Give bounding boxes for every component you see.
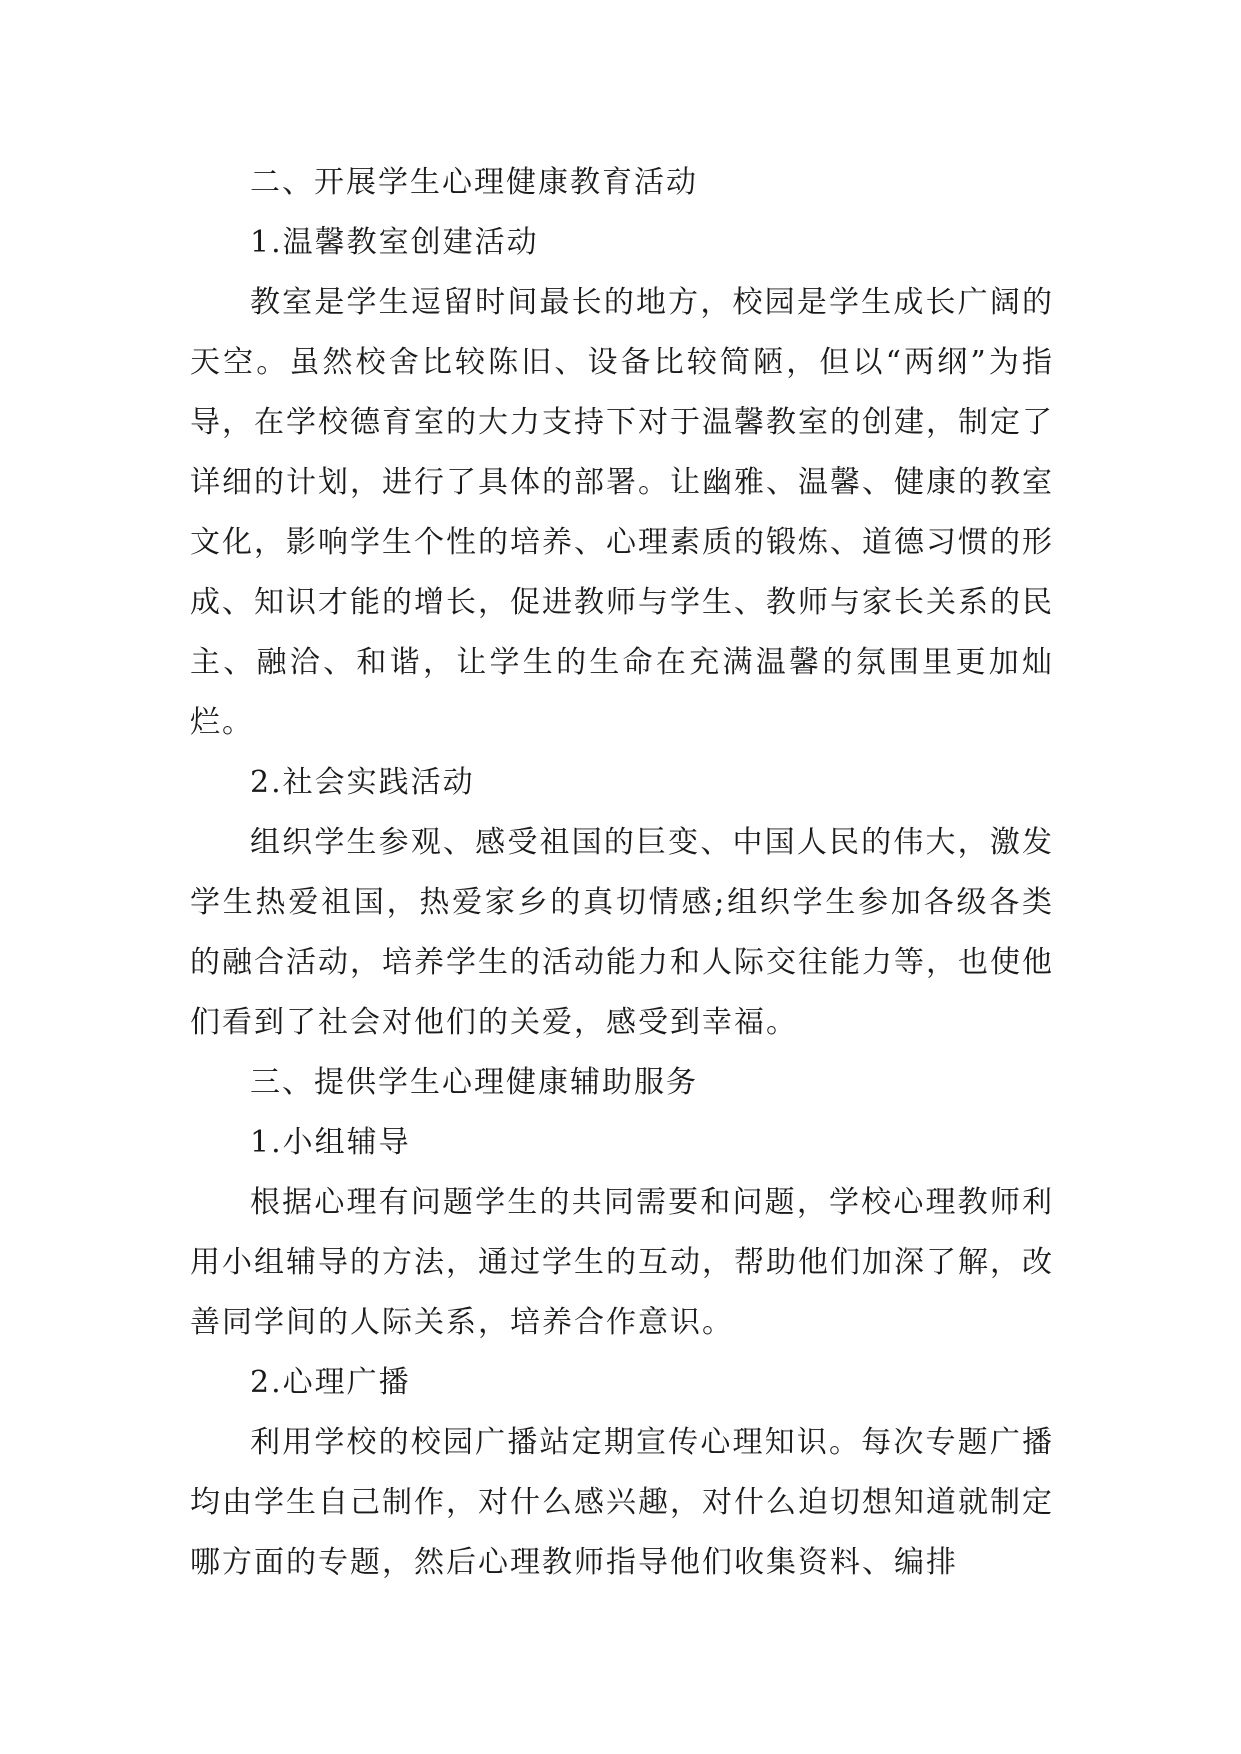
subheading-psych-broadcast: 2.心理广播 [250, 1365, 411, 1400]
paragraph-group-counseling: 根据心理有问题学生的共同需要和问题，学校心理教师利用小组辅导的方法，通过学生的互动，帮助他们加深了解，改善同学间的人际关系，培养合作意识。 [190, 1185, 1054, 1340]
subheading-social-practice: 2.社会实践活动 [250, 765, 475, 800]
paragraph-social-practice: 组织学生参观、感受祖国的巨变、中国人民的伟大，激发学生热爱祖国，热爱家乡的真切情感;组织学生参加各级各类的融合活动，培养学生的活动能力和人际交往能力等，也使他们看到了社会对他们的关爱，感受到幸福。 [190, 825, 1054, 1040]
paragraph-psych-broadcast: 利用学校的校园广播站定期宣传心理知识。每次专题广播均由学生自己制作，对什么感兴趣，对什么迫切想知道就制定哪方面的专题，然后心理教师指导他们收集资料、编排 [190, 1425, 1054, 1580]
document-page [190, 153, 1054, 1593]
paragraph-warm-classroom: 教室是学生逗留时间最长的地方，校园是学生成长广阔的天空。虽然校舍比较陈旧、设备比较简陋，但以“两纲”为指导，在学校德育室的大力支持下对于温馨教室的创建，制定了详细的计划，进行了具体的部署。让幽雅、温馨、健康的教室文化，影响学生个性的培养、心理素质的锻炼、道德习惯的形成、知识才能的增长，促进教师与学生、教师与家长关系的民主、融洽、和谐，让学生的生命在充满温馨的氛围里更加灿烂。 [190, 285, 1054, 740]
section-heading-2: 二、开展学生心理健康教育活动 [250, 165, 698, 200]
section-heading-3: 三、提供学生心理健康辅助服务 [250, 1065, 698, 1100]
subheading-warm-classroom: 1.温馨教室创建活动 [250, 225, 539, 260]
subheading-group-counseling: 1.小组辅导 [250, 1125, 411, 1160]
